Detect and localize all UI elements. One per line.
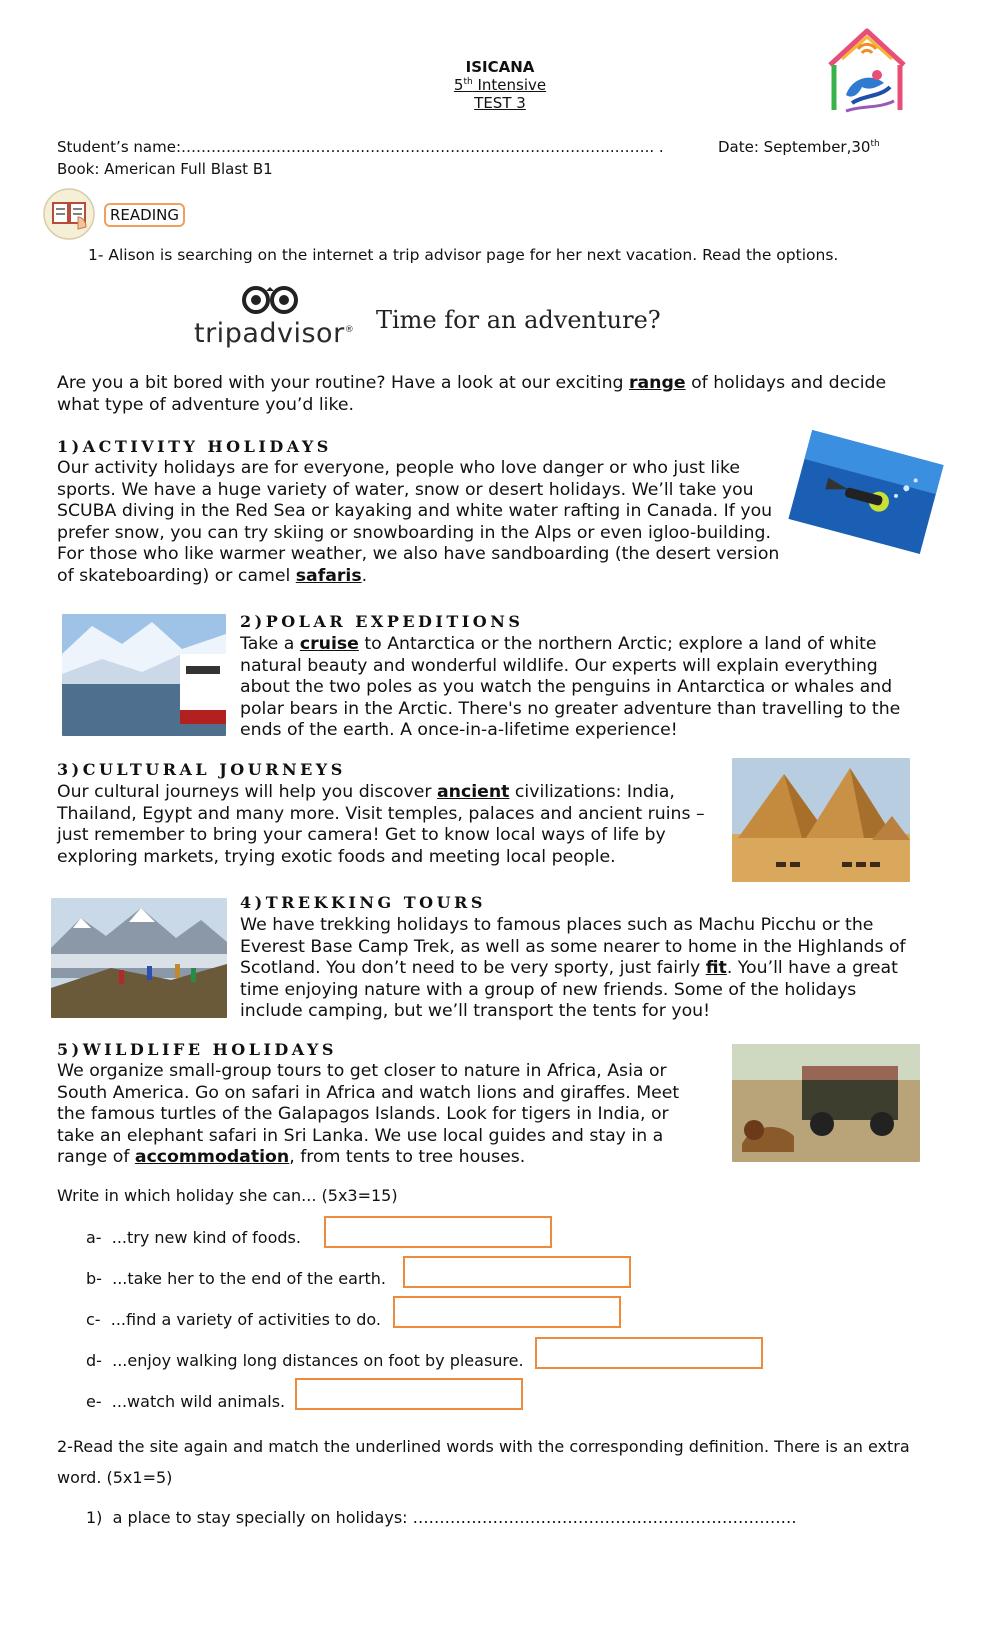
activity-text-2: . <box>361 565 368 586</box>
date-line <box>718 138 880 156</box>
exercise-1-item-b <box>86 1269 386 1288</box>
item-text: ...enjoy walking long distances on foot by pleasure. <box>112 1351 524 1370</box>
item-letter: e- <box>86 1392 102 1411</box>
trekking-text-1: We have trekking holidays to famous places such as Machu Picchu or the Everest Base Camp Trek, as well as some nearer to home in the Highlands of Scotland. You don’t need to be very sporty, just fairly <box>240 915 906 979</box>
trekking-photo <box>51 898 227 1018</box>
exercise-1-item-e <box>86 1392 285 1411</box>
word-range: range <box>629 373 686 393</box>
intro-paragraph <box>57 373 917 416</box>
word-ancient: ancient <box>437 782 510 802</box>
reading-badge: READING <box>104 203 185 227</box>
section-text-cultural <box>57 782 707 868</box>
section-text-trekking <box>240 915 920 1023</box>
cultural-text-1: Our cultural journeys will help you discover <box>57 782 437 802</box>
section-text-activity <box>57 458 797 588</box>
activity-text-1: Our activity holidays are for everyone, people who love danger or who just like sports. We have a huge variety of water, snow or desert holidays. We’ll take you SCUBA diving in the Red Sea or kayaking and white water rafting in Canada. If you prefer snow, you can try skiing or snowboarding in the Alps or even igloo-building. For those who like warmer weather, we also have sandboarding (the desert version of skateboarding) or camel <box>57 458 780 586</box>
item-text: ...try new kind of foods. <box>111 1228 301 1247</box>
wildlife-text-1: We organize small-group tours to get closer to nature in Africa, Asia or South America. Go on safari in Africa and watch lions and giraffes. Meet the famous turtles of the Galapagos Islands. Look for tigers in India, or take an elephant safari in Sri Lanka. We use local guides and stay in a range of <box>57 1061 680 1168</box>
item-text: ...find a variety of activities to do. <box>110 1310 381 1329</box>
school-logo-icon <box>822 25 912 120</box>
header-block <box>380 58 620 112</box>
polar-cruise-photo <box>62 614 226 736</box>
book-reading-icon <box>42 187 96 241</box>
answer-box-b[interactable] <box>403 1256 631 1288</box>
date-text: Date: September,30 <box>718 138 871 156</box>
item-text: a place to stay specially on holidays: ……………………………………………………………… <box>112 1508 797 1527</box>
word-fit: fit <box>705 958 727 979</box>
level-rest: Intensive <box>472 76 547 94</box>
adventure-heading: Time for an adventure? <box>376 306 661 334</box>
test-title: TEST 3 <box>474 94 526 112</box>
question-1-instruction: 1- Alison is searching on the internet a trip advisor page for her next vacation. Read the options. <box>88 246 839 264</box>
answer-box-d[interactable] <box>535 1337 763 1369</box>
student-name-line: Student’s name:……………………..………..…………………………………………..…….. . <box>57 138 664 156</box>
exercise-1-item-d <box>86 1351 524 1370</box>
exercise-1-item-c <box>86 1310 381 1329</box>
wildlife-text-2: , from tents to tree houses. <box>289 1147 526 1168</box>
tripadvisor-owl-icon <box>238 285 302 315</box>
level-number: 5 <box>453 76 464 94</box>
section-text-polar <box>240 634 920 742</box>
word-cruise: cruise <box>299 634 359 654</box>
section-text-wildlife <box>57 1061 707 1169</box>
polar-text-2: to Antarctica or the northern Arctic; explore a land of white natural beauty and wonderful wildlife. Our experts will explain everything about the two poles as you watch the penguins in Antarctica or whales and polar bears in the Arctic. There's no greater adventure than travelling to the ends of the earth. A once-in-a-lifetime experience! <box>240 634 901 741</box>
trekking-text-2: . You’ll have a great time enjoying nature with a group of new friends. Some of the holidays include camping, but we’ll transport the tents for you! <box>240 958 898 1022</box>
item-letter: b- <box>86 1269 102 1288</box>
section-title-trekking: 4)TREKKING TOURS <box>240 893 486 912</box>
section-title-polar: 2)POLAR EXPEDITIONS <box>240 612 524 631</box>
section-title-cultural: 3)CULTURAL JOURNEYS <box>57 760 346 779</box>
polar-text-1: Take a <box>240 634 300 654</box>
safari-photo <box>732 1044 920 1162</box>
cultural-text-2: civilizations: India, Thailand, Egypt and many more. Visit temples, palaces and ancient ruins – just remember to bring your camera! Get to know local ways of life by exploring markets, trying exotic foods and meeting local people. <box>57 782 705 867</box>
date-sup: th <box>870 139 880 149</box>
answer-box-a[interactable] <box>324 1216 552 1248</box>
scuba-diving-photo <box>786 428 946 556</box>
book-line: Book: American Full Blast B1 <box>57 160 273 178</box>
exercise-2-item-1 <box>86 1508 797 1527</box>
tripadvisor-reg: ® <box>344 325 355 335</box>
section-title-activity: 1)ACTIVITY HOLIDAYS <box>57 437 332 456</box>
school-name: ISICANA <box>465 58 535 76</box>
item-letter: c- <box>86 1310 101 1329</box>
section-title-wildlife: 5)WILDLIFE HOLIDAYS <box>57 1040 337 1059</box>
level-sup: th <box>463 77 473 87</box>
exercise-1-item-a <box>86 1228 301 1247</box>
tripadvisor-brand: tripadvisor <box>194 318 345 349</box>
item-letter: a- <box>86 1228 102 1247</box>
word-accommodation: accommodation <box>134 1147 290 1168</box>
answer-box-e[interactable] <box>295 1378 523 1410</box>
intro-text-2: of holidays and decide what type of adventure you’d like. <box>57 373 887 415</box>
exercise-2-instruction: 2-Read the site again and match the underlined words with the corresponding definition. There is an extra word. (5x1=5) <box>57 1437 910 1487</box>
answer-box-c[interactable] <box>393 1296 621 1328</box>
course-level <box>380 76 620 94</box>
item-text: ...take her to the end of the earth. <box>112 1269 387 1288</box>
item-number: 1) <box>86 1508 103 1527</box>
exercise-1-instruction: Write in which holiday she can... (5x3=15) <box>57 1186 398 1205</box>
tripadvisor-wordmark <box>194 318 354 349</box>
item-letter: d- <box>86 1351 102 1370</box>
pyramids-photo <box>732 758 910 882</box>
word-safaris: safaris <box>295 565 362 586</box>
intro-text-1: Are you a bit bored with your routine? Have a look at our exciting <box>57 373 629 393</box>
item-text: ...watch wild animals. <box>111 1392 286 1411</box>
